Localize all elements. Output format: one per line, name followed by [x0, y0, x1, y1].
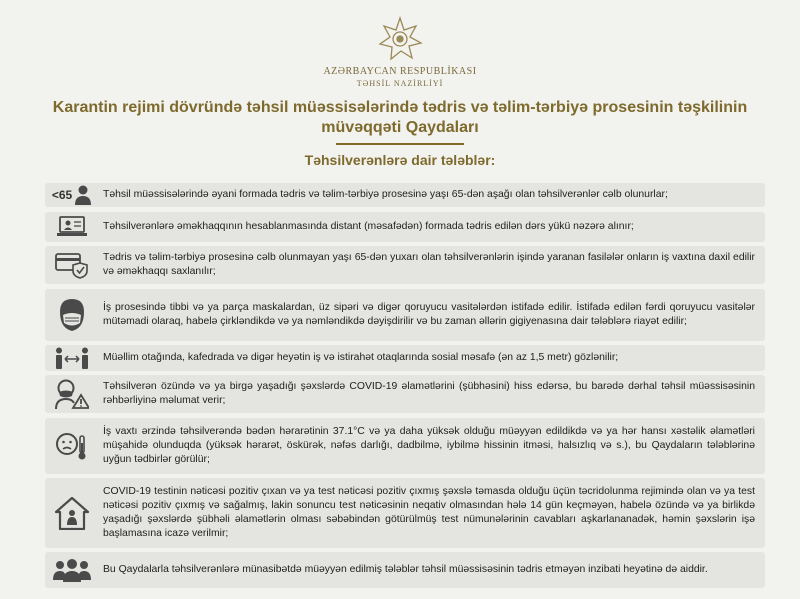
rule-item: [45, 212, 765, 242]
page-title: Karantin rejimi dövründə təhsil müəssisələrində tədris və təlim-tərbiyə prosesinin təşkilinin müvəqqəti Qaydaları: [52, 99, 748, 136]
social-distance-icon: [45, 345, 99, 371]
salary-card-icon: [45, 246, 99, 284]
rule-text: Tədris və təlim-tərbiyə prosesinə cəlb olunmayan yaşı 65-dən yuxarı olan təhsilverənlərin işində yaranan fasilələr onların iş vaxtına daxil edilir və əməkhaqqı saxlanılır;: [103, 252, 755, 277]
fever-thermometer-icon: [45, 418, 99, 474]
ministry-emblem-icon: [377, 16, 423, 62]
rule-item: [45, 478, 765, 548]
ministry-subname: TƏHSİL NAZİRLİYİ: [356, 79, 444, 88]
rule-text: İş prosesində tibbi və ya parça maskalardan, üz sipəri və digər qoruyucu vasitələrdən istifadə edilir. İstifadə edilən fərdi qoruyucu vasitələr mütəmadi olaraq, habelə çirkləndikdə və ya nəmləndikdə dəyişdirilir və bu zaman əllərin gigiyenasına dair tələblərə riayət edilir;: [103, 302, 755, 327]
rule-item: [45, 552, 765, 588]
rule-item: [45, 418, 765, 474]
age-65-person-icon: [45, 183, 99, 207]
rule-text: Təhsil müəssisələrində əyani formada tədris və təlim-tərbiyə prosesinə yaşı 65-dən aşağı olan təhsilverənlər cəlb olunurlar;: [103, 189, 668, 200]
rule-text: Müəllim otağında, kafedrada və digər heyətin iş və istirahət otaqlarında sosial məsafə (ən az 1,5 metr) gözlənilir;: [103, 352, 619, 363]
rule-text: İş vaxtı ərzində təhsilverəndə bədən hərarətinin 37.1°C və ya daha yüksək olduğu müəyyən edildikdə və ya hər hansı xəstəlik əlamətləri müşahidə olunduqda (yüksək hərarət, öskürək, nəfəs darlığı, dadbilmə, iybilmə hissinin itməsi, halsızlıq və s.), bu Qaydaların tələblərinə uyğun tədbirlər görülür;: [103, 426, 755, 465]
rule-text: Təhsilverənlərə əməkhaqqının hesablanmasında distant (məsafədən) formada tədris edilən dərs yükü nəzərə alınır;: [103, 221, 634, 232]
rule-item: [45, 246, 765, 284]
title-divider: [336, 143, 464, 145]
home-isolation-icon: [45, 478, 99, 548]
staff-group-icon: [45, 552, 99, 588]
symptom-warning-icon: [45, 375, 99, 413]
rule-text: Bu Qaydalarla təhsilverənlərə münasibətdə müəyyən edilmiş tələblər təhsil müəssisəsinin tədris etməyən inzibati heyətinə də aiddir.: [103, 564, 708, 575]
section-subtitle: Təhsilverənlərə dair tələblər:: [304, 152, 496, 168]
rule-text: COVID-19 testinin nəticəsi pozitiv çıxan və ya test nəticəsi pozitiv çıxmış şəxslə təmasda olduğu üçün təcridolunma rejimində olan və ya test nəticəsi pozitiv çıxmış və sağalmış, lakin sonuncu test nəticəsinin neqativ olmasından hələ 14 gün keçməyən, habelə özündə və ya birlikdə yaşadığı şəxslərdə şübhəli əlamətlərin olması səbəbindən götürülmüş test nümunələrinin cavabları aşkarlananadək, həmin şəxslərin işə başlamasına icazə verilmir;: [103, 486, 755, 539]
rule-text: Təhsilverən özündə və ya birgə yaşadığı şəxslərdə COVID-19 əlamətlərini (şübhəsini) hiss edərsə, bu barədə dərhal təhsil müəssisəsinin rəhbərliyinə məlumat verir;: [103, 381, 755, 406]
rule-item: [45, 289, 765, 341]
online-teaching-icon: [45, 212, 99, 242]
rule-item: [45, 183, 765, 207]
rule-item: [45, 375, 765, 413]
age-limit-label: <65: [51, 188, 73, 202]
mask-icon: [45, 289, 99, 341]
ministry-name: AZƏRBAYCAN RESPUBLİKASI: [323, 66, 477, 77]
rule-item: [45, 345, 765, 371]
